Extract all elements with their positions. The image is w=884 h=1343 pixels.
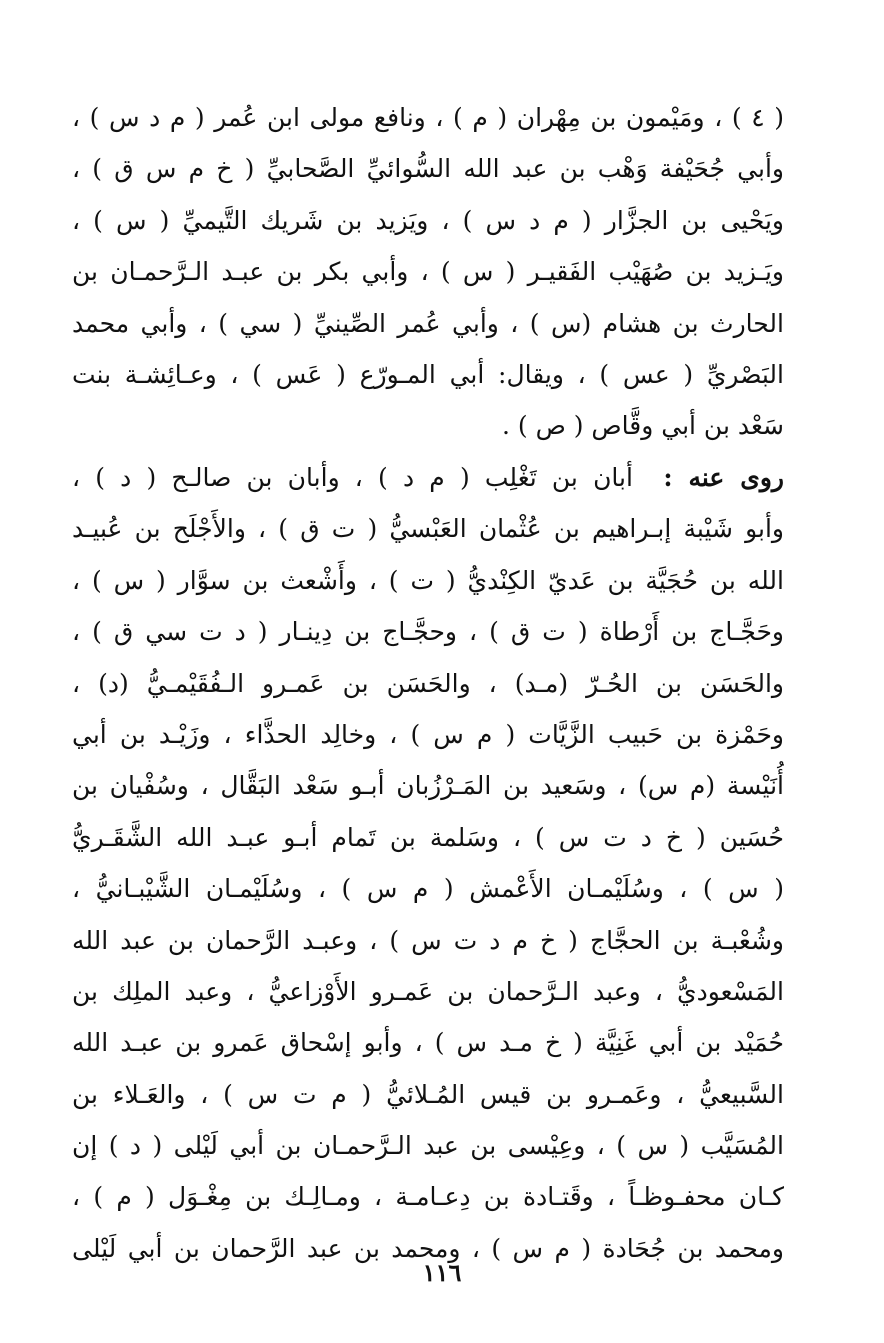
text-line: أُنَيْسة (م س) ، وسَعيد بن المَـرْزُبان أبـو سَعْد البَقَّال ، وسُفْيان بن (72, 771, 784, 801)
text-line: وحَمْزة بن حَبيب الزَّيَّات ( م س ) ، وخالِد الحذَّاء ، وزَيْـد بن أبي (72, 719, 784, 749)
text-line: المَسْعوديُّ ، وعبد الـرَّحمان بن عَمـرو الأَوْزاعيُّ ، وعبد الملِك بن (72, 976, 784, 1006)
paragraph-narrated-by (72, 452, 784, 1274)
text-line: حُسَين ( خ د ت س ) ، وسَلمة بن تَمام أبـو عبـد الله الشَّقَـريُّ (72, 822, 784, 852)
text-line: ( ٤ ) ، ومَيْمون بن مِهْران ( م ) ، ونافع مولى ابن عُمر ( م د س ) ، (72, 103, 784, 132)
text-line: ويَحْيى بن الجزَّار ( م د س ) ، ويَزيد بن شَريك التَّيميِّ ( س ) ، (72, 205, 784, 235)
text-line: ( س ) ، وسُلَيْمـان الأَعْمش ( م س ) ، وسُلَيْمـان الشَّيْبـانيُّ ، (72, 874, 784, 904)
text-line: وأبو شَيْبة إبـراهيم بن عُثْمان العَبْسيُّ ( ت ق ) ، والأَجْلَح بن عُبيـد (72, 514, 784, 544)
text-line: حُمَيْد بن أبي غَنِيَّة ( خ مـد س ) ، وأبو إسْحاق عَمرو بن عبـد الله (72, 1028, 784, 1058)
text-line: وحَجَّـاج بن أَرْطاة ( ت ق ) ، وحجَّـاج بن دِينـار ( د ت سي ق ) ، (72, 617, 784, 647)
text-line: والحَسَن بن الحُـرّ (مـد) ، والحَسَن بن عَمـرو الـفُقَيْمـيُّ (د) ، (72, 668, 784, 698)
text-line: وشُعْبـة بن الحجَّاج ( خ م د ت س ) ، وعبـد الرَّحمان بن عبد الله (72, 925, 784, 955)
text-line: السَّبيعيُّ ، وعَمـرو بن قيس المُـلائيُّ ( م ت س ) ، والعَـلاء بن (72, 1079, 784, 1109)
page-number: ١١٦ (422, 1258, 462, 1287)
text-line: ومحمد بن جُحَادة ( م س ) ، ومحمد بن عبد الرَّحمان بن أبي لَيْلى (72, 1233, 784, 1263)
section-lead-heading: روى عنه : (663, 463, 784, 492)
text-line: المُسَيَّب ( س ) ، وعِيْسى بن عبد الـرَّحمـان بن أبي لَيْلى ( د ) إن (72, 1131, 784, 1161)
text-line (72, 452, 784, 503)
text-line: الله بن حُجَيَّة بن عَديّ الكِنْديُّ ( ت ) ، وأَشْعث بن سوَّار ( س ) ، (72, 565, 784, 595)
text-line: وأبي جُحَيْفة وَهْب بن عبد الله السُّوائيِّ الصَّحابيِّ ( خ م س ق ) ، (72, 154, 784, 184)
text-line: الحارث بن هشام (س ) ، وأبي عُمر الصِّينيِّ ( سي ) ، وأبي محمد (72, 308, 784, 338)
text-line: البَصْريِّ ( عس ) ، ويقال: أبي المـورّع ( عَس ) ، وعـائِشـة بنت (72, 359, 784, 389)
paragraph-narrated-from (72, 92, 784, 452)
text-line: ويَـزيد بن صُهَيْب الفَقيـر ( س ) ، وأبي بكر بن عبـد الـرَّحمـان بن (72, 257, 784, 287)
text-line-rest: أبان بن تَغْلِب ( م د ) ، وأبان بن صالـح ( د ) ، (72, 463, 633, 492)
text-line: كـان محفـوظـاً ، وقَتـادة بن دِعـامـة ، ومـالِـك بن مِغْـوَل ( م ) ، (72, 1182, 784, 1212)
text-line: سَعْد بن أبي وقَّاص ( ص ) . (501, 411, 784, 441)
